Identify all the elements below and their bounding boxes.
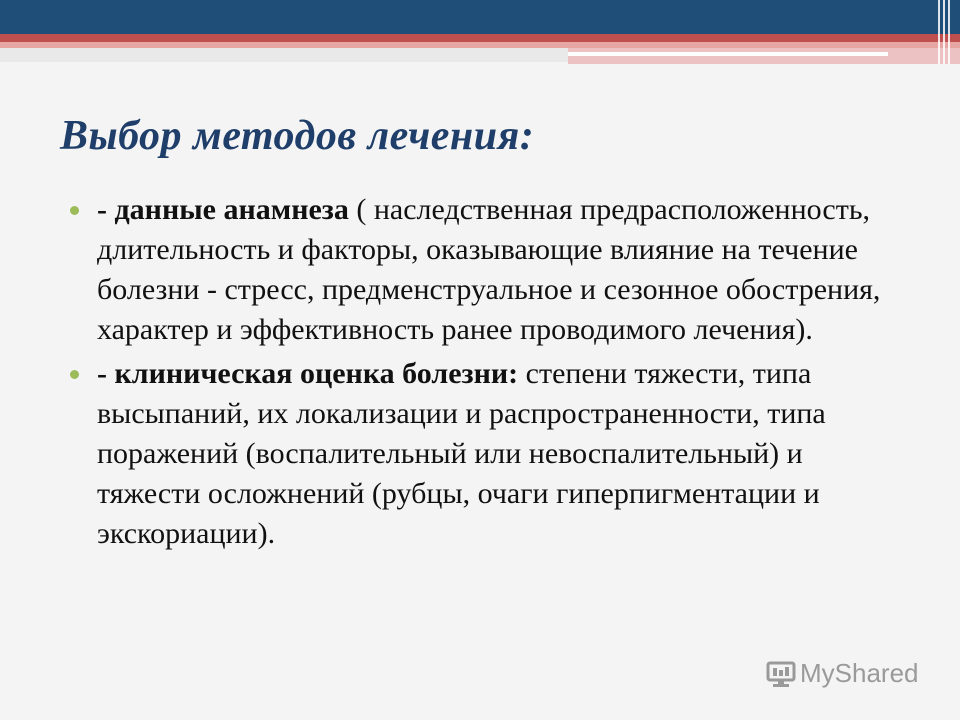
bullet-dot-icon [70,206,79,215]
bullet-text: степени тяжести, типа высыпаний, их локализации и распространенности, типа поражений (воспалительный или невоспалительный) и тяжести осложнений (рубцы, очаги гиперпигментации и экскориации). [97,357,826,550]
bullet-list [70,190,900,558]
watermark-text: MyShared [800,658,919,688]
bullet-text: ( наследственная предрасположенность, длительность и факторы, оказывающие влияние на течение болезни - стресс, предменструальное и сезонное обострения, характер и эффективность ранее проводимого лечения). [97,193,881,346]
header-band-blue [0,0,960,34]
slide-title: Выбор методов лечения: [60,113,535,159]
header-band-red [0,34,960,42]
bullet-heading: - клиническая оценка болезни: [97,357,519,390]
header-band-grey [0,48,568,62]
bullet-heading: - данные анамнеза [97,193,349,226]
myshared-logo-icon [766,660,796,688]
bullet-item [70,354,900,554]
header-band-pink-right [568,48,960,64]
bullet-dot-icon [70,370,79,379]
header-vertical-bars [936,0,954,64]
header-band-white [568,52,888,56]
watermark [766,656,926,692]
bullet-item [70,190,900,350]
